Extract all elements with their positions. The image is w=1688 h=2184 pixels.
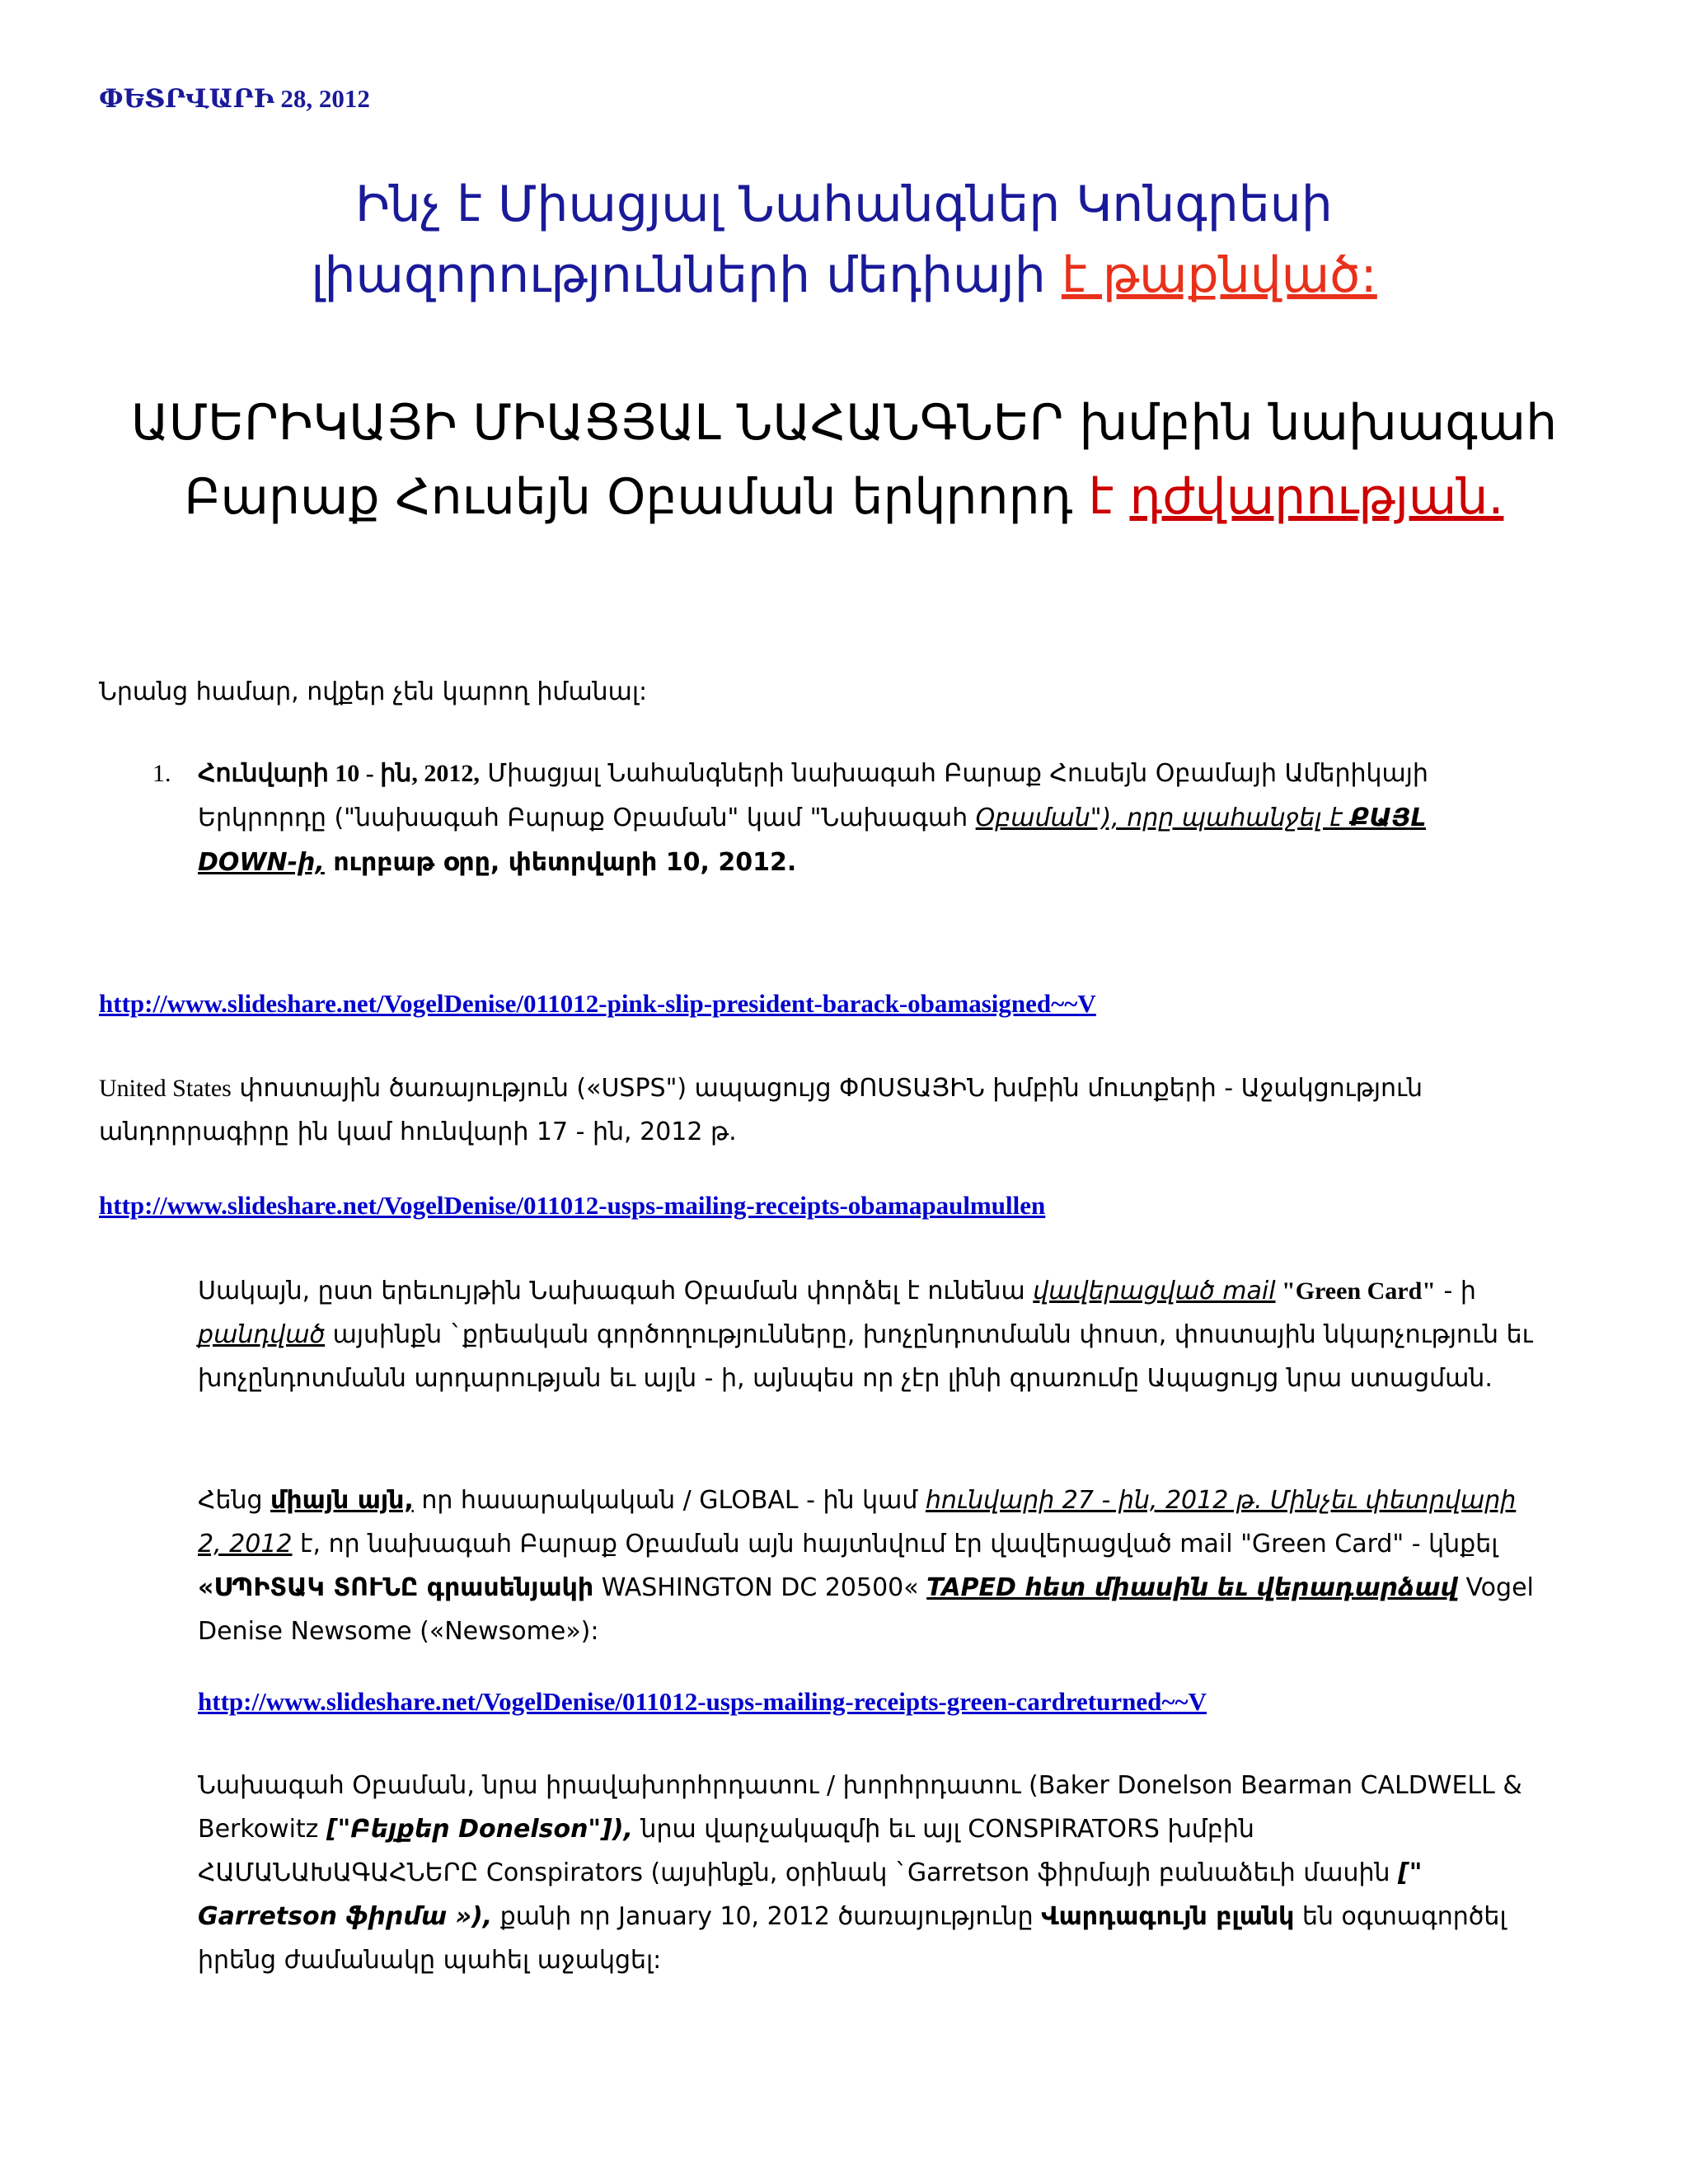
only-text-1: Հենց bbox=[198, 1486, 271, 1515]
main-heading-text: Ինչ է Միացյալ Նահանգներ Կոնգրեսի լիազորությունների մեդիայի bbox=[311, 176, 1333, 304]
president-text-2: նրա վարչակազմի եւ այլ CONSPIRATORS խմբին ՀԱՄԱՆԱԽԱԳԱՀՆԵՐԸ Conspirators (այսինքն, օրինակ `Garretson ֆիրմայի բանաձեւի մասին bbox=[198, 1815, 1399, 1887]
however-text-2: - ի bbox=[1435, 1277, 1476, 1305]
only-bold: միայն այն, bbox=[270, 1486, 414, 1515]
sub-heading-red-text: է bbox=[1088, 468, 1114, 526]
item-text: Միացյալ Նահանգների նախագահ Բարաք Հուսեյն Օբամայի Ամերիկայի Երկրորդը ("նախագահ Բարաք Օբաման" կամ "Նախագահ bbox=[198, 759, 1428, 832]
president-text-4: են օգտագործել իրենց ժամանակը պահել աջակցել: bbox=[198, 1902, 1507, 1975]
president-text-3: քանի որ January 10, 2012 ծառայությունը bbox=[492, 1902, 1042, 1931]
however-text-3: այսինքն `քրեական գործողությունները, խոչընդոտմանն փոստ, փոստային նկարչություն եւ խոչընդոտմանն արդարության եւ այլն - ի, այնպես որ չէր լինի գրառումը Ապացույց նրա ստացման. bbox=[198, 1320, 1533, 1393]
however-paragraph bbox=[198, 1269, 1537, 1400]
sub-heading-text: ԱՄԵՐԻԿԱՅԻ ՄԻԱՑՅԱԼ ՆԱՀԱՆԳՆԵՐ խմբին նախագահ Բարաք Հուսեյն Օբաման երկրորդ bbox=[130, 394, 1558, 526]
only-text-5: Vogel Denise Newsome («Newsome»): bbox=[198, 1573, 1534, 1646]
item-step-down: ՔԱՅԼ DOWN-ի, bbox=[198, 804, 1426, 877]
main-heading bbox=[99, 169, 1589, 311]
only-white-house: «ՍՊԻՏԱԿ ՏՈՒՆԸ գրասենյակի bbox=[198, 1573, 594, 1602]
only-text-3: է, որ նախագահ Բարաք Օբաման այն հայտնվում էր վավերացված mail "Green Card" - կնքել bbox=[292, 1530, 1498, 1558]
president-pink-slip: Վարդագույն բլանկ bbox=[1041, 1902, 1295, 1931]
slideshare-link-mailing-receipts[interactable]: http://www.slideshare.net/VogelDenise/011012-usps-mailing-receipts-obamapaulmullen bbox=[99, 1191, 1046, 1220]
only-text-2: որ հասարակական / GLOBAL - ին կամ bbox=[413, 1486, 926, 1515]
main-heading-red-text: է թաքնված: bbox=[1061, 246, 1377, 304]
president-text-1: Նախագահ Օբաման, նրա իրավախորհրդատու / խորհրդատու (Baker Donelson Bearman CALDWELL & Berkowitz bbox=[198, 1771, 1522, 1844]
slideshare-link-green-card-returned[interactable]: http://www.slideshare.net/VogelDenise/011012-usps-mailing-receipts-green-cardreturned~~V bbox=[198, 1687, 1207, 1716]
item-end-date: ուրբաթ օրը, փետրվարի 10, 2012. bbox=[324, 848, 797, 877]
document-date: ՓԵՏՐՎԱՐԻ 28, 2012 bbox=[99, 84, 370, 113]
only-taped-returned: TAPED հետ միասին եւ վերադարձավ bbox=[926, 1573, 1458, 1602]
only-date-range: հունվարի 27 - ին, 2012 թ. Մինչեւ փետրվարի 2, 2012 bbox=[198, 1486, 1517, 1558]
president-garretson: [" Garretson ֆիրմա »), bbox=[198, 1858, 1423, 1931]
however-text-1: Սակայն, ըստ երեւույթին Նախագահ Օբաման փորձել է ունենա bbox=[198, 1277, 1034, 1305]
sub-heading-red-underlined: դժվարության. bbox=[1129, 468, 1504, 526]
however-destroyed: քանդված bbox=[198, 1320, 326, 1349]
however-certified-mail: վավերացված mail bbox=[1033, 1277, 1276, 1305]
list-item-number: 1. bbox=[152, 760, 171, 787]
president-paragraph bbox=[198, 1764, 1537, 1982]
usps-paragraph bbox=[99, 1066, 1484, 1154]
slideshare-link-pink-slip[interactable]: http://www.slideshare.net/VogelDenise/011012-pink-slip-president-barack-obamasigned~~V bbox=[99, 989, 1096, 1018]
intro-paragraph: Նրանց համար, ովքեր չեն կարող իմանալ: bbox=[99, 677, 648, 706]
sub-heading bbox=[99, 386, 1589, 534]
usps-text: փոստային ծառայություն («USPS") ապացույց ՓՈՍՏԱՅԻՆ խմբին մուտքերի - Աջակցություն անդորրագիրը ին կամ հունվարի 17 - ին, 2012 թ. bbox=[99, 1074, 1423, 1146]
list-item bbox=[198, 752, 1517, 885]
only-text-4: WASHINGTON DC 20500« bbox=[593, 1573, 927, 1602]
usps-serif-start: United States bbox=[99, 1075, 232, 1102]
item-italic-text: Օբաման"), որը պահանջել է bbox=[975, 804, 1351, 832]
however-green-card: "Green Card" bbox=[1275, 1277, 1436, 1305]
president-baker-donelson: ["Բեյքեր Donelson"]), bbox=[326, 1815, 633, 1844]
item-date: Հունվարի 10 - ին, 2012, bbox=[198, 760, 480, 787]
only-paragraph bbox=[198, 1479, 1537, 1653]
